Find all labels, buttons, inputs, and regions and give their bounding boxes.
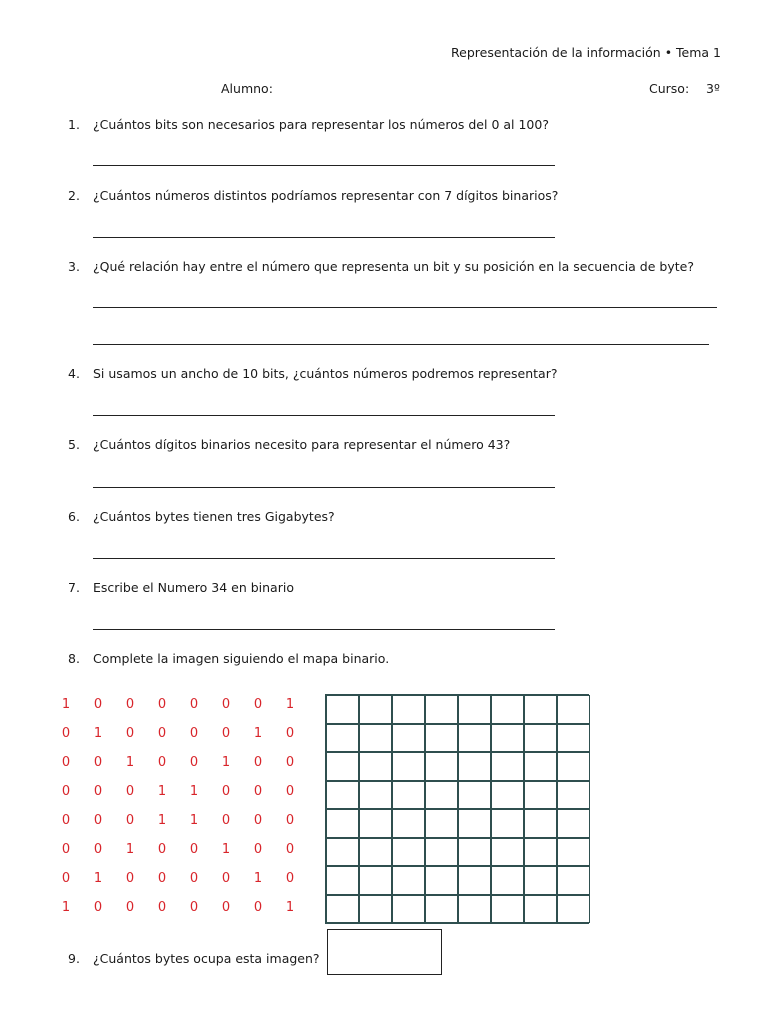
- course-value: 3º: [706, 81, 720, 96]
- pixel-cell[interactable]: [359, 895, 392, 924]
- question-3-text: ¿Qué relación hay entre el número que representa un bit y su posición en la secuencia de byte?: [93, 259, 694, 274]
- pixel-cell[interactable]: [557, 781, 590, 810]
- pixel-cell[interactable]: [425, 866, 458, 895]
- pixel-cell[interactable]: [458, 695, 491, 724]
- binary-digit: 0: [189, 900, 199, 915]
- pixel-cell[interactable]: [392, 781, 425, 810]
- binary-digit: 0: [125, 697, 135, 712]
- question-4-number: 4.: [68, 366, 80, 381]
- binary-digit: 0: [125, 784, 135, 799]
- binary-digit: 1: [285, 697, 295, 712]
- binary-digit: 0: [189, 726, 199, 741]
- pixel-cell[interactable]: [557, 752, 590, 781]
- answer-line-1[interactable]: [93, 165, 555, 166]
- binary-digit: 0: [285, 726, 295, 741]
- pixel-cell[interactable]: [458, 866, 491, 895]
- pixel-cell[interactable]: [491, 809, 524, 838]
- pixel-cell[interactable]: [326, 781, 359, 810]
- binary-digit: 0: [61, 784, 71, 799]
- answer-line-5[interactable]: [93, 487, 555, 488]
- binary-digit: 0: [285, 755, 295, 770]
- binary-digit: 1: [221, 842, 231, 857]
- answer-box-9[interactable]: [327, 929, 442, 975]
- binary-digit: 0: [125, 726, 135, 741]
- question-9-text: ¿Cuántos bytes ocupa esta imagen?: [93, 951, 320, 966]
- binary-digit: 0: [93, 697, 103, 712]
- pixel-cell[interactable]: [425, 695, 458, 724]
- binary-digit: 1: [253, 726, 263, 741]
- pixel-cell[interactable]: [524, 866, 557, 895]
- pixel-cell[interactable]: [524, 838, 557, 867]
- pixel-cell[interactable]: [524, 781, 557, 810]
- pixel-cell[interactable]: [392, 866, 425, 895]
- answer-line-7[interactable]: [93, 629, 555, 630]
- binary-digit: 0: [285, 871, 295, 886]
- pixel-cell[interactable]: [425, 724, 458, 753]
- question-3-number: 3.: [68, 259, 80, 274]
- binary-digit: 0: [157, 871, 167, 886]
- binary-digit: 0: [189, 842, 199, 857]
- binary-digit: 0: [157, 842, 167, 857]
- pixel-cell[interactable]: [326, 838, 359, 867]
- binary-digit: 0: [157, 697, 167, 712]
- pixel-cell[interactable]: [359, 781, 392, 810]
- page-header-title: Representación de la información • Tema 1: [451, 45, 721, 60]
- pixel-cell[interactable]: [458, 895, 491, 924]
- pixel-cell[interactable]: [326, 724, 359, 753]
- pixel-cell[interactable]: [458, 724, 491, 753]
- pixel-cell[interactable]: [524, 752, 557, 781]
- binary-digit: 0: [189, 871, 199, 886]
- pixel-grid[interactable]: [325, 694, 589, 924]
- question-5-number: 5.: [68, 437, 80, 452]
- binary-digit: 1: [61, 697, 71, 712]
- question-6-number: 6.: [68, 509, 80, 524]
- binary-digit: 0: [61, 726, 71, 741]
- pixel-cell[interactable]: [557, 724, 590, 753]
- pixel-cell[interactable]: [524, 809, 557, 838]
- question-6-text: ¿Cuántos bytes tienen tres Gigabytes?: [93, 509, 335, 524]
- pixel-cell[interactable]: [359, 752, 392, 781]
- pixel-cell[interactable]: [458, 809, 491, 838]
- binary-digit: 1: [189, 784, 199, 799]
- binary-digit: 0: [285, 813, 295, 828]
- binary-digit: 0: [221, 871, 231, 886]
- course-label: Curso:: [649, 81, 690, 96]
- pixel-cell[interactable]: [326, 752, 359, 781]
- binary-digit: 0: [61, 842, 71, 857]
- pixel-cell[interactable]: [359, 866, 392, 895]
- binary-digit: 0: [221, 900, 231, 915]
- question-7-number: 7.: [68, 580, 80, 595]
- pixel-cell[interactable]: [524, 695, 557, 724]
- binary-digit: 1: [157, 813, 167, 828]
- question-7-text: Escribe el Numero 34 en binario: [93, 580, 294, 595]
- pixel-cell[interactable]: [425, 895, 458, 924]
- pixel-cell[interactable]: [425, 809, 458, 838]
- binary-digit: 0: [285, 842, 295, 857]
- binary-digit: 1: [221, 755, 231, 770]
- binary-digit: 0: [157, 726, 167, 741]
- pixel-cell[interactable]: [458, 838, 491, 867]
- binary-digit: 0: [93, 813, 103, 828]
- pixel-cell[interactable]: [524, 724, 557, 753]
- binary-digit: 0: [157, 755, 167, 770]
- pixel-cell[interactable]: [425, 838, 458, 867]
- pixel-cell[interactable]: [557, 895, 590, 924]
- binary-digit: 0: [221, 726, 231, 741]
- binary-digit: 0: [253, 755, 263, 770]
- pixel-cell[interactable]: [392, 752, 425, 781]
- pixel-cell[interactable]: [359, 809, 392, 838]
- pixel-cell[interactable]: [392, 695, 425, 724]
- binary-digit: 1: [125, 842, 135, 857]
- pixel-cell[interactable]: [425, 781, 458, 810]
- question-9-number: 9.: [68, 951, 80, 966]
- pixel-cell[interactable]: [491, 781, 524, 810]
- pixel-cell[interactable]: [458, 752, 491, 781]
- answer-line-2[interactable]: [93, 237, 555, 238]
- binary-digit: 0: [221, 784, 231, 799]
- pixel-cell[interactable]: [557, 809, 590, 838]
- binary-digit: 0: [61, 871, 71, 886]
- pixel-cell[interactable]: [557, 838, 590, 867]
- binary-digit: 0: [253, 813, 263, 828]
- pixel-cell[interactable]: [491, 752, 524, 781]
- pixel-cell[interactable]: [392, 724, 425, 753]
- question-5-text: ¿Cuántos dígitos binarios necesito para representar el número 43?: [93, 437, 511, 452]
- binary-digit: 1: [93, 871, 103, 886]
- binary-digit: 0: [93, 755, 103, 770]
- binary-digit: 0: [285, 784, 295, 799]
- binary-digit: 1: [93, 726, 103, 741]
- binary-digit: 0: [253, 842, 263, 857]
- answer-line-3b[interactable]: [93, 344, 709, 345]
- binary-digit: 0: [93, 900, 103, 915]
- binary-map: [50, 690, 306, 922]
- question-8-text: Complete la imagen siguiendo el mapa binario.: [93, 651, 390, 666]
- pixel-cell[interactable]: [392, 809, 425, 838]
- binary-digit: 0: [189, 697, 199, 712]
- binary-digit: 1: [61, 900, 71, 915]
- pixel-cell[interactable]: [425, 752, 458, 781]
- question-2-number: 2.: [68, 188, 80, 203]
- question-4-text: Si usamos un ancho de 10 bits, ¿cuántos números podremos representar?: [93, 366, 558, 381]
- pixel-cell[interactable]: [491, 724, 524, 753]
- binary-digit: 0: [125, 900, 135, 915]
- binary-digit: 0: [253, 784, 263, 799]
- binary-digit: 0: [93, 784, 103, 799]
- binary-digit: 0: [93, 842, 103, 857]
- pixel-cell[interactable]: [392, 895, 425, 924]
- binary-digit: 1: [285, 900, 295, 915]
- pixel-cell[interactable]: [491, 695, 524, 724]
- pixel-cell[interactable]: [359, 838, 392, 867]
- pixel-cell[interactable]: [458, 781, 491, 810]
- pixel-cell[interactable]: [524, 895, 557, 924]
- student-name-label: Alumno:: [221, 81, 273, 96]
- binary-digit: 1: [189, 813, 199, 828]
- binary-digit: 0: [253, 697, 263, 712]
- binary-digit: 1: [125, 755, 135, 770]
- binary-digit: 0: [125, 871, 135, 886]
- question-8-number: 8.: [68, 651, 80, 666]
- pixel-cell[interactable]: [491, 866, 524, 895]
- binary-digit: 0: [253, 900, 263, 915]
- binary-digit: 0: [189, 755, 199, 770]
- pixel-cell[interactable]: [326, 866, 359, 895]
- pixel-cell[interactable]: [359, 695, 392, 724]
- binary-digit: 0: [125, 813, 135, 828]
- binary-digit: 0: [61, 813, 71, 828]
- question-1-text: ¿Cuántos bits son necesarios para representar los números del 0 al 100?: [93, 117, 549, 132]
- answer-line-3a[interactable]: [93, 307, 717, 308]
- binary-digit: 0: [221, 813, 231, 828]
- pixel-cell[interactable]: [557, 866, 590, 895]
- pixel-cell[interactable]: [326, 809, 359, 838]
- answer-line-4[interactable]: [93, 415, 555, 416]
- question-1-number: 1.: [68, 117, 80, 132]
- binary-digit: 0: [221, 697, 231, 712]
- binary-digit: 1: [253, 871, 263, 886]
- answer-line-6[interactable]: [93, 558, 555, 559]
- binary-digit: 0: [61, 755, 71, 770]
- pixel-cell[interactable]: [392, 838, 425, 867]
- binary-digit: 1: [157, 784, 167, 799]
- pixel-cell[interactable]: [557, 695, 590, 724]
- binary-digit: 0: [157, 900, 167, 915]
- pixel-cell[interactable]: [491, 895, 524, 924]
- question-2-text: ¿Cuántos números distintos podríamos representar con 7 dígitos binarios?: [93, 188, 559, 203]
- pixel-cell[interactable]: [326, 895, 359, 924]
- pixel-cell[interactable]: [326, 695, 359, 724]
- pixel-cell[interactable]: [359, 724, 392, 753]
- pixel-cell[interactable]: [491, 838, 524, 867]
